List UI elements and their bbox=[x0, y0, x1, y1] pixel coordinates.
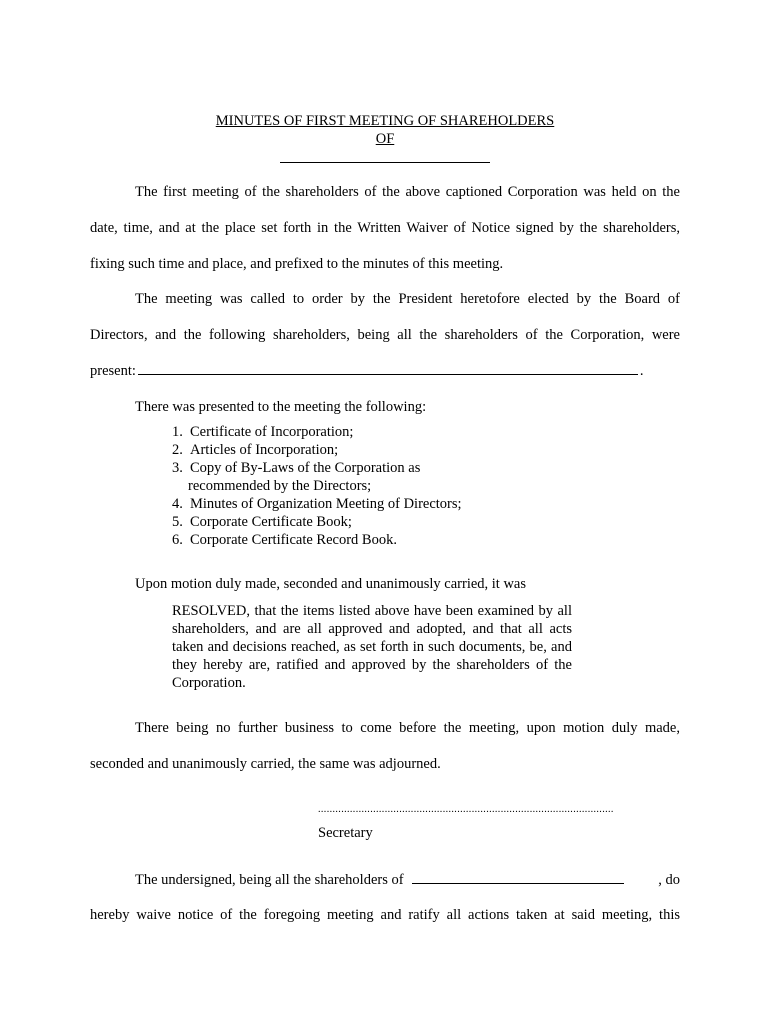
paragraph-4-line-1: The undersigned, being all the shareholders of , do bbox=[135, 862, 680, 898]
motion-intro: Upon motion duly made, seconded and unanimously carried, it was bbox=[135, 576, 527, 592]
corporation-name-blank-2[interactable] bbox=[412, 869, 624, 884]
paragraph-1-line-2: date, time, and at the place set forth in the Written Waiver of Notice signed by the shareholders, bbox=[90, 220, 680, 236]
list-item: 2. Articles of Incorporation; bbox=[172, 442, 339, 458]
list-item: 1. Certificate of Incorporation; bbox=[172, 424, 354, 440]
list-item-continuation: recommended by the Directors; bbox=[188, 478, 372, 494]
list-item: 3. Copy of By-Laws of the Corporation as bbox=[172, 460, 421, 476]
paragraph-4-line-2: hereby waive notice of the foregoing meeting and ratify all actions taken at said meeting, this bbox=[90, 907, 680, 923]
presented-items-list bbox=[172, 423, 462, 549]
present-period: . bbox=[639, 363, 644, 379]
list-item: 5. Corporate Certificate Book; bbox=[172, 514, 352, 530]
present-line bbox=[90, 353, 680, 389]
present-label: present: bbox=[90, 363, 136, 379]
list-item: 4. Minutes of Organization Meeting of Directors; bbox=[172, 496, 462, 512]
paragraph-2-line-1: The meeting was called to order by the President heretofore elected by the Board of bbox=[135, 291, 680, 307]
paragraph-1-line-1: The first meeting of the shareholders of the above captioned Corporation was held on the bbox=[135, 184, 680, 200]
secretary-label: Secretary bbox=[318, 825, 373, 841]
paragraph-1-line-3: fixing such time and place, and prefixed to the minutes of this meeting. bbox=[90, 256, 504, 272]
presented-intro: There was presented to the meeting the following: bbox=[135, 399, 427, 415]
paragraph-3-line-2: seconded and unanimously carried, the same was adjourned. bbox=[90, 756, 441, 772]
secretary-signature-line[interactable]: ...................................................................................................... bbox=[318, 804, 614, 815]
resolved-clause: RESOLVED, that the items listed above have been examined by all shareholders, and are all approved and adopted, and that all acts taken and decisions reached, as set forth in such documents, be, and they hereby are, ratified and approved by the shareholders of the Corporation. bbox=[172, 603, 572, 691]
paragraph-3-line-1: There being no further business to come before the meeting, upon motion duly made, bbox=[135, 720, 680, 736]
document-title: MINUTES OF FIRST MEETING OF SHAREHOLDERS bbox=[215, 113, 555, 129]
document-title-of: OF bbox=[375, 131, 395, 147]
present-shareholders-blank[interactable] bbox=[138, 360, 638, 375]
paragraph-2-line-2: Directors, and the following shareholders, being all the shareholders of the Corporation, were bbox=[90, 327, 680, 343]
list-item: 6. Corporate Certificate Record Book. bbox=[172, 532, 397, 548]
corporation-name-blank[interactable] bbox=[280, 162, 490, 163]
